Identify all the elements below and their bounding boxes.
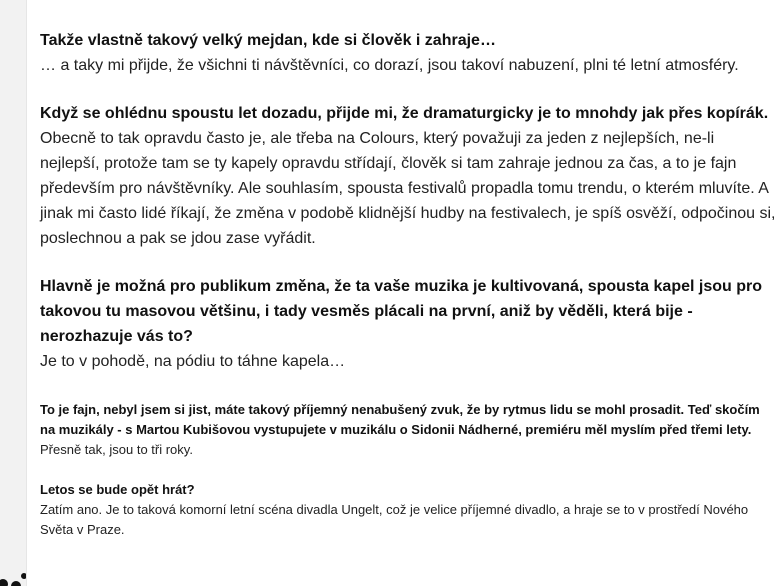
interview-question: To je fajn, nebyl jsem si jist, máte takový příjemný nenabušený zvuk, že by rytmus lidu se mohl prosadit. Teď skočím na muzikály - s Martou Kubišovou vystupujete v muzikálu o Sidonii Nádherné, premiéru měl myslím před třemi lety. (40, 402, 760, 437)
interview-answer: Obecně to tak opravdu často je, ale třeba na Colours, který považuji za jeden z nejlepších, ne-li nejlepší, protože tam se ty kapely opravdu střídají, člověk si tam zahraje jednou za čas, a to je fajn především pro návštěvníky. Ale souhlasím, spousta festivalů propadla tomu trendu, o kterém mluvíte. A jinak mi často lidé říkají, že změna v podobě klidnější hudby na festivalech, je spíš osvěží, odpočinou si, poslechnou a pak se jdou zase vyřádit. (40, 130, 776, 247)
qa-block (40, 400, 776, 460)
interview-question: Hlavně je možná pro publikum změna, že ta vaše muzika je kultivovaná, spousta kapel jsou pro takovou tu masovou většinu, i tady vesměs plácali na první, aniž by věděli, která bije - nerozhazuje vás to? (40, 278, 762, 345)
left-sidebar-strip (0, 0, 27, 586)
interview-answer: Přesně tak, jsou to tři roky. (40, 442, 193, 457)
interview-answer: Je to v pohodě, na pódiu to táhne kapela… (40, 353, 346, 370)
qa-block (40, 28, 776, 78)
interview-answer: … a taky mi přijde, že všichni ti návštěvníci, co dorazí, jsou takoví nabuzení, plni té letní atmosféry. (40, 57, 739, 74)
qa-block (40, 480, 776, 540)
interview-question: Takže vlastně takový velký mejdan, kde si člověk i zahraje… (40, 32, 496, 49)
interview-article (40, 28, 776, 540)
qa-block (40, 274, 776, 374)
corner-logo-fragment-icon (0, 570, 26, 586)
qa-block (40, 101, 776, 251)
interview-question: Letos se bude opět hrát? (40, 482, 195, 497)
interview-answer: Zatím ano. Je to taková komorní letní scéna divadla Ungelt, což je velice příjemné divadlo, a hraje se to v prostředí Nového Světa v Praze. (40, 502, 749, 537)
interview-question: Když se ohlédnu spoustu let dozadu, přijde mi, že dramaturgicky je to mnohdy jak přes kopírák. (40, 105, 769, 122)
